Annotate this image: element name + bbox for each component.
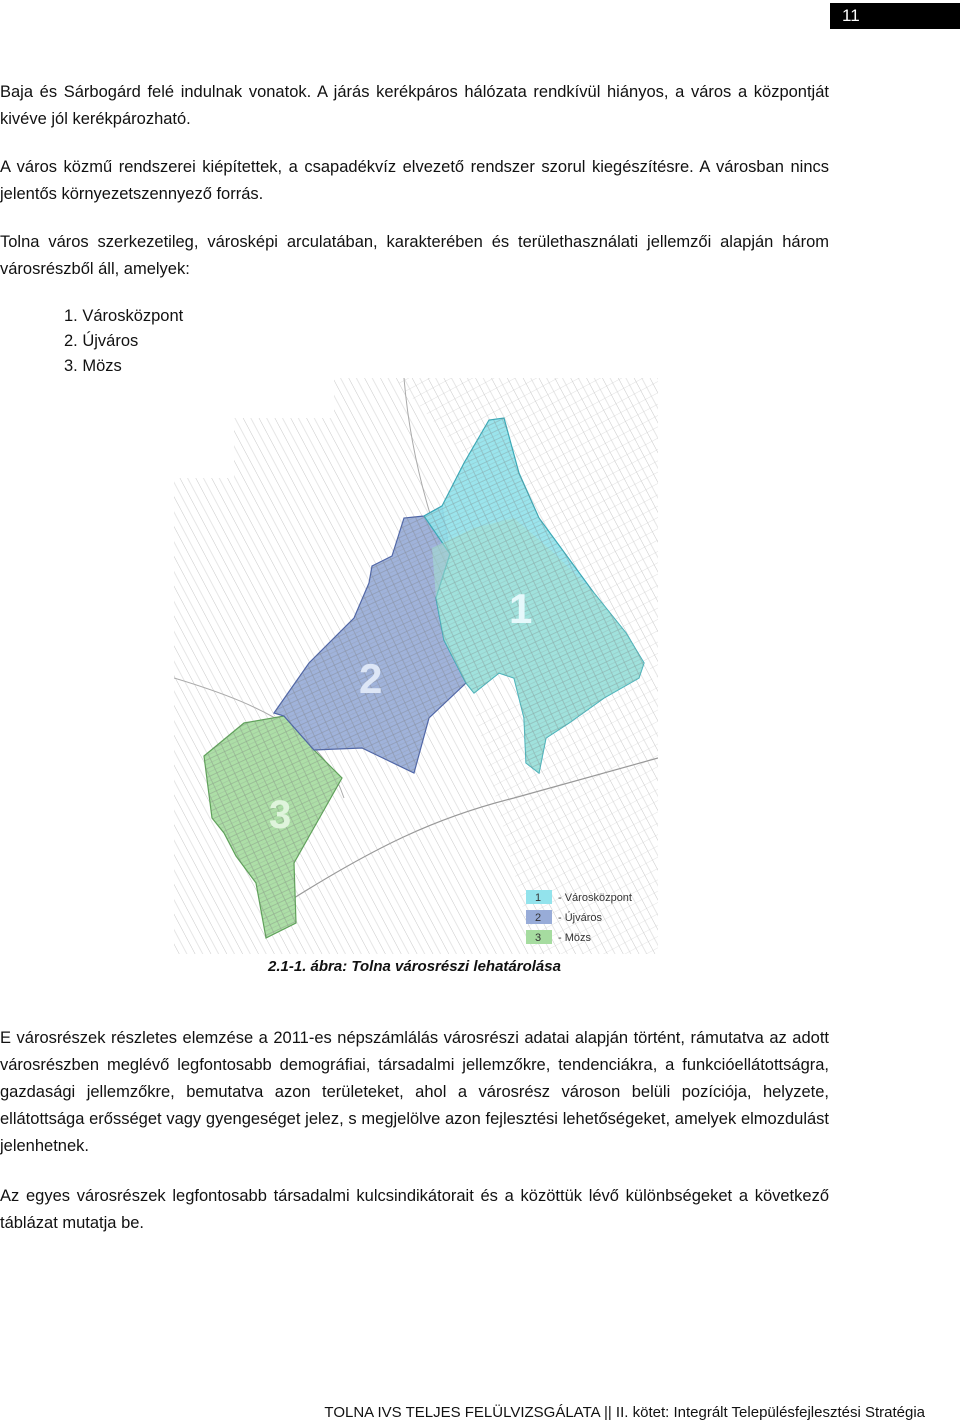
paragraph-utilities: A város közmű rendszerei kiépítettek, a csapadékvíz elvezető rendszer szorul kiegészítésre. A városban nincs jelentős környezetszennyező forrás. (0, 158, 829, 203)
legend-text: - Városközpont (558, 892, 632, 904)
list-item: 2. Újváros (64, 332, 139, 350)
district-map (174, 378, 658, 954)
paragraph-structure: Tolna város szerkezetileg, városképi arculatában, karakterében és területhasználati jellemzői alapján három városrészből áll, amelyek: (0, 233, 829, 278)
district-label-1: 1 (509, 585, 533, 632)
district-label-2: 2 (359, 655, 383, 702)
legend-num: 2 (535, 912, 542, 924)
paragraph-table-intro: Az egyes városrészek legfontosabb társadalmi kulcsindikátorait és a közöttük lévő különbségeket a következő táblázat mutatja be. (0, 1187, 829, 1232)
district-label-3: 3 (269, 793, 292, 837)
legend-item-1 (526, 890, 632, 904)
legend-item-3 (526, 930, 592, 944)
figure-caption: 2.1-1. ábra: Tolna városrészi lehatárolása (268, 958, 561, 975)
legend-num: 1 (535, 892, 542, 904)
legend-num: 3 (535, 932, 542, 944)
paragraph-analysis: E városrészek részletes elemzése a 2011-es népszámlálás városrészi adatai alapján történt, rámutatva az adott városrészben meglévő legfontosabb demográfiai, társadalmi jellemzőkre, tendenciákra, a funkcióellátottságra, gazdasági jellemzőkre, bemutatva azon területeket, ahol a városrész városon belüli pozíciója, helyzete, ellátottsága erősséget vagy gyengeséget jelez, s megjelölve azon fejlesztési lehetőségeket, amelyek elmozdulást jelenhetnek. (0, 1029, 829, 1155)
legend-text: - Mözs (558, 932, 591, 944)
list-item: 1. Városközpont (64, 307, 184, 325)
legend-text: - Újváros (558, 912, 603, 924)
legend-item-2 (526, 910, 603, 924)
district-list (64, 304, 183, 379)
page-number: 11 (830, 3, 960, 29)
paragraph-transport: Baja és Sárbogárd felé indulnak vonatok. A járás kerékpáros hálózata rendkívül hiányos, a város a központját kivéve jól kerékpározható. (0, 83, 829, 128)
page-footer: TOLNA IVS TELJES FELÜLVIZSGÁLATA || II. kötet: Integrált Településfejlesztési Stratégia (324, 1404, 925, 1421)
list-item: 3. Mözs (64, 357, 122, 375)
